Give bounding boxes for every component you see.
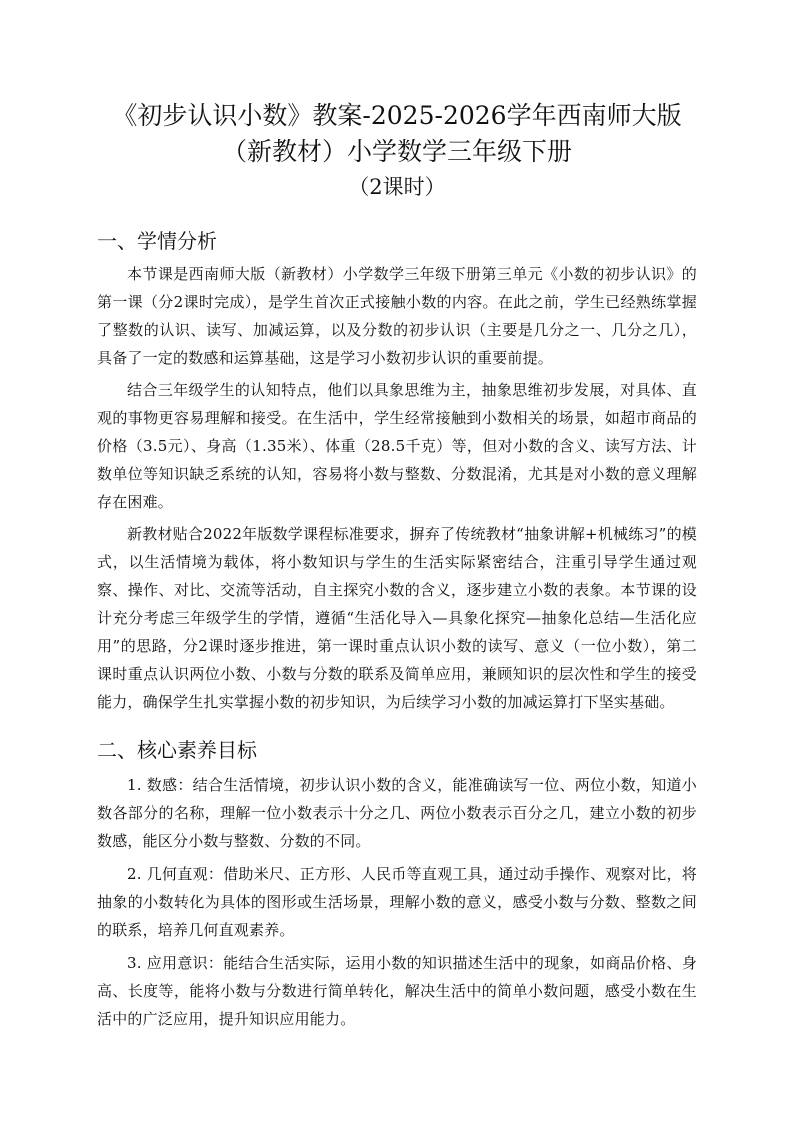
section-heading: 二、核心素养目标 (97, 738, 257, 762)
paragraph: 新教材贴合2022年版数学课程标准要求，摒弃了传统教材“抽象讲解+机械练习”的模式，以生活情境为载体，将小数知识与学生的生活实际紧密结合，注重引导学生通过观察、操作、对比、交流等活动，自主探究小数的含义，逐步建立小数的表象。本节课的设计充分考虑三年级学生的学情，遵循“生活化导入—具象化探究—抽象化总结—生活化应用”的思路，分2课时逐步推进，第一课时重点认识小数的读写、意义（一位小数），第二课时重点认识两位小数、小数与分数的联系及简单应用，兼顾知识的层次性和学生的接受能力，确保学生扎实掌握小数的初步知识，为后续学习小数的加减运算打下坚实基础。 (97, 525, 697, 711)
objective-item: 3. 应用意识：能结合生活实际，运用小数的知识描述生活中的现象，如商品价格、身高、长度等，能将小数与分数进行简单转化，解决生活中的简单小数问题，感受小数在生活中的广泛应用，提升知识应用能力。 (97, 954, 697, 1028)
section-heading: 一、学情分析 (97, 229, 217, 253)
section-learning-analysis (97, 224, 697, 716)
paragraph: 本节课是西南师大版（新教材）小学数学三年级下册第三单元《小数的初步认识》的第一课（分2课时完成），是学生首次正式接触小数的内容。在此之前，学生已经熟练掌握了整数的认识、读写、加减运算，以及分数的初步认识（主要是几分之一、几分之几），具备了一定的数感和运算基础，这是学习小数初步认识的重要前提。 (97, 265, 697, 367)
section-core-literacy-goals (97, 733, 697, 1033)
document-subtitle: （2课时） (348, 175, 446, 199)
objective-item: 2. 几何直观：借助米尺、正方形、人民币等直观工具，通过动手操作、观察对比，将抽象的小数转化为具体的图形或生活场景，理解小数的意义，感受小数与分数、整数之间的联系，培养几何直观素养。 (97, 865, 697, 939)
paragraph: 结合三年级学生的认知特点，他们以具象思维为主，抽象思维初步发展，对具体、直观的事物更容易理解和接受。在生活中，学生经常接触到小数相关的场景，如超市商品的价格（3.5元）、身高（1.35米）、体重（28.5千克）等，但对小数的含义、读写方法、计数单位等知识缺乏系统的认知，容易将小数与整数、分数混淆，尤其是对小数的意义理解存在困难。 (97, 381, 697, 511)
document-title: 《初步认识小数》教案-2025-2026学年西南师大版（新教材）小学数学三年级下册 (112, 101, 682, 166)
objective-item: 1. 数感：结合生活情境，初步认识小数的含义，能准确读写一位、两位小数，知道小数各部分的名称，理解一位小数表示十分之几、两位小数表示百分之几，建立小数的初步数感，能区分小数与整数、分数的不同。 (97, 776, 697, 850)
